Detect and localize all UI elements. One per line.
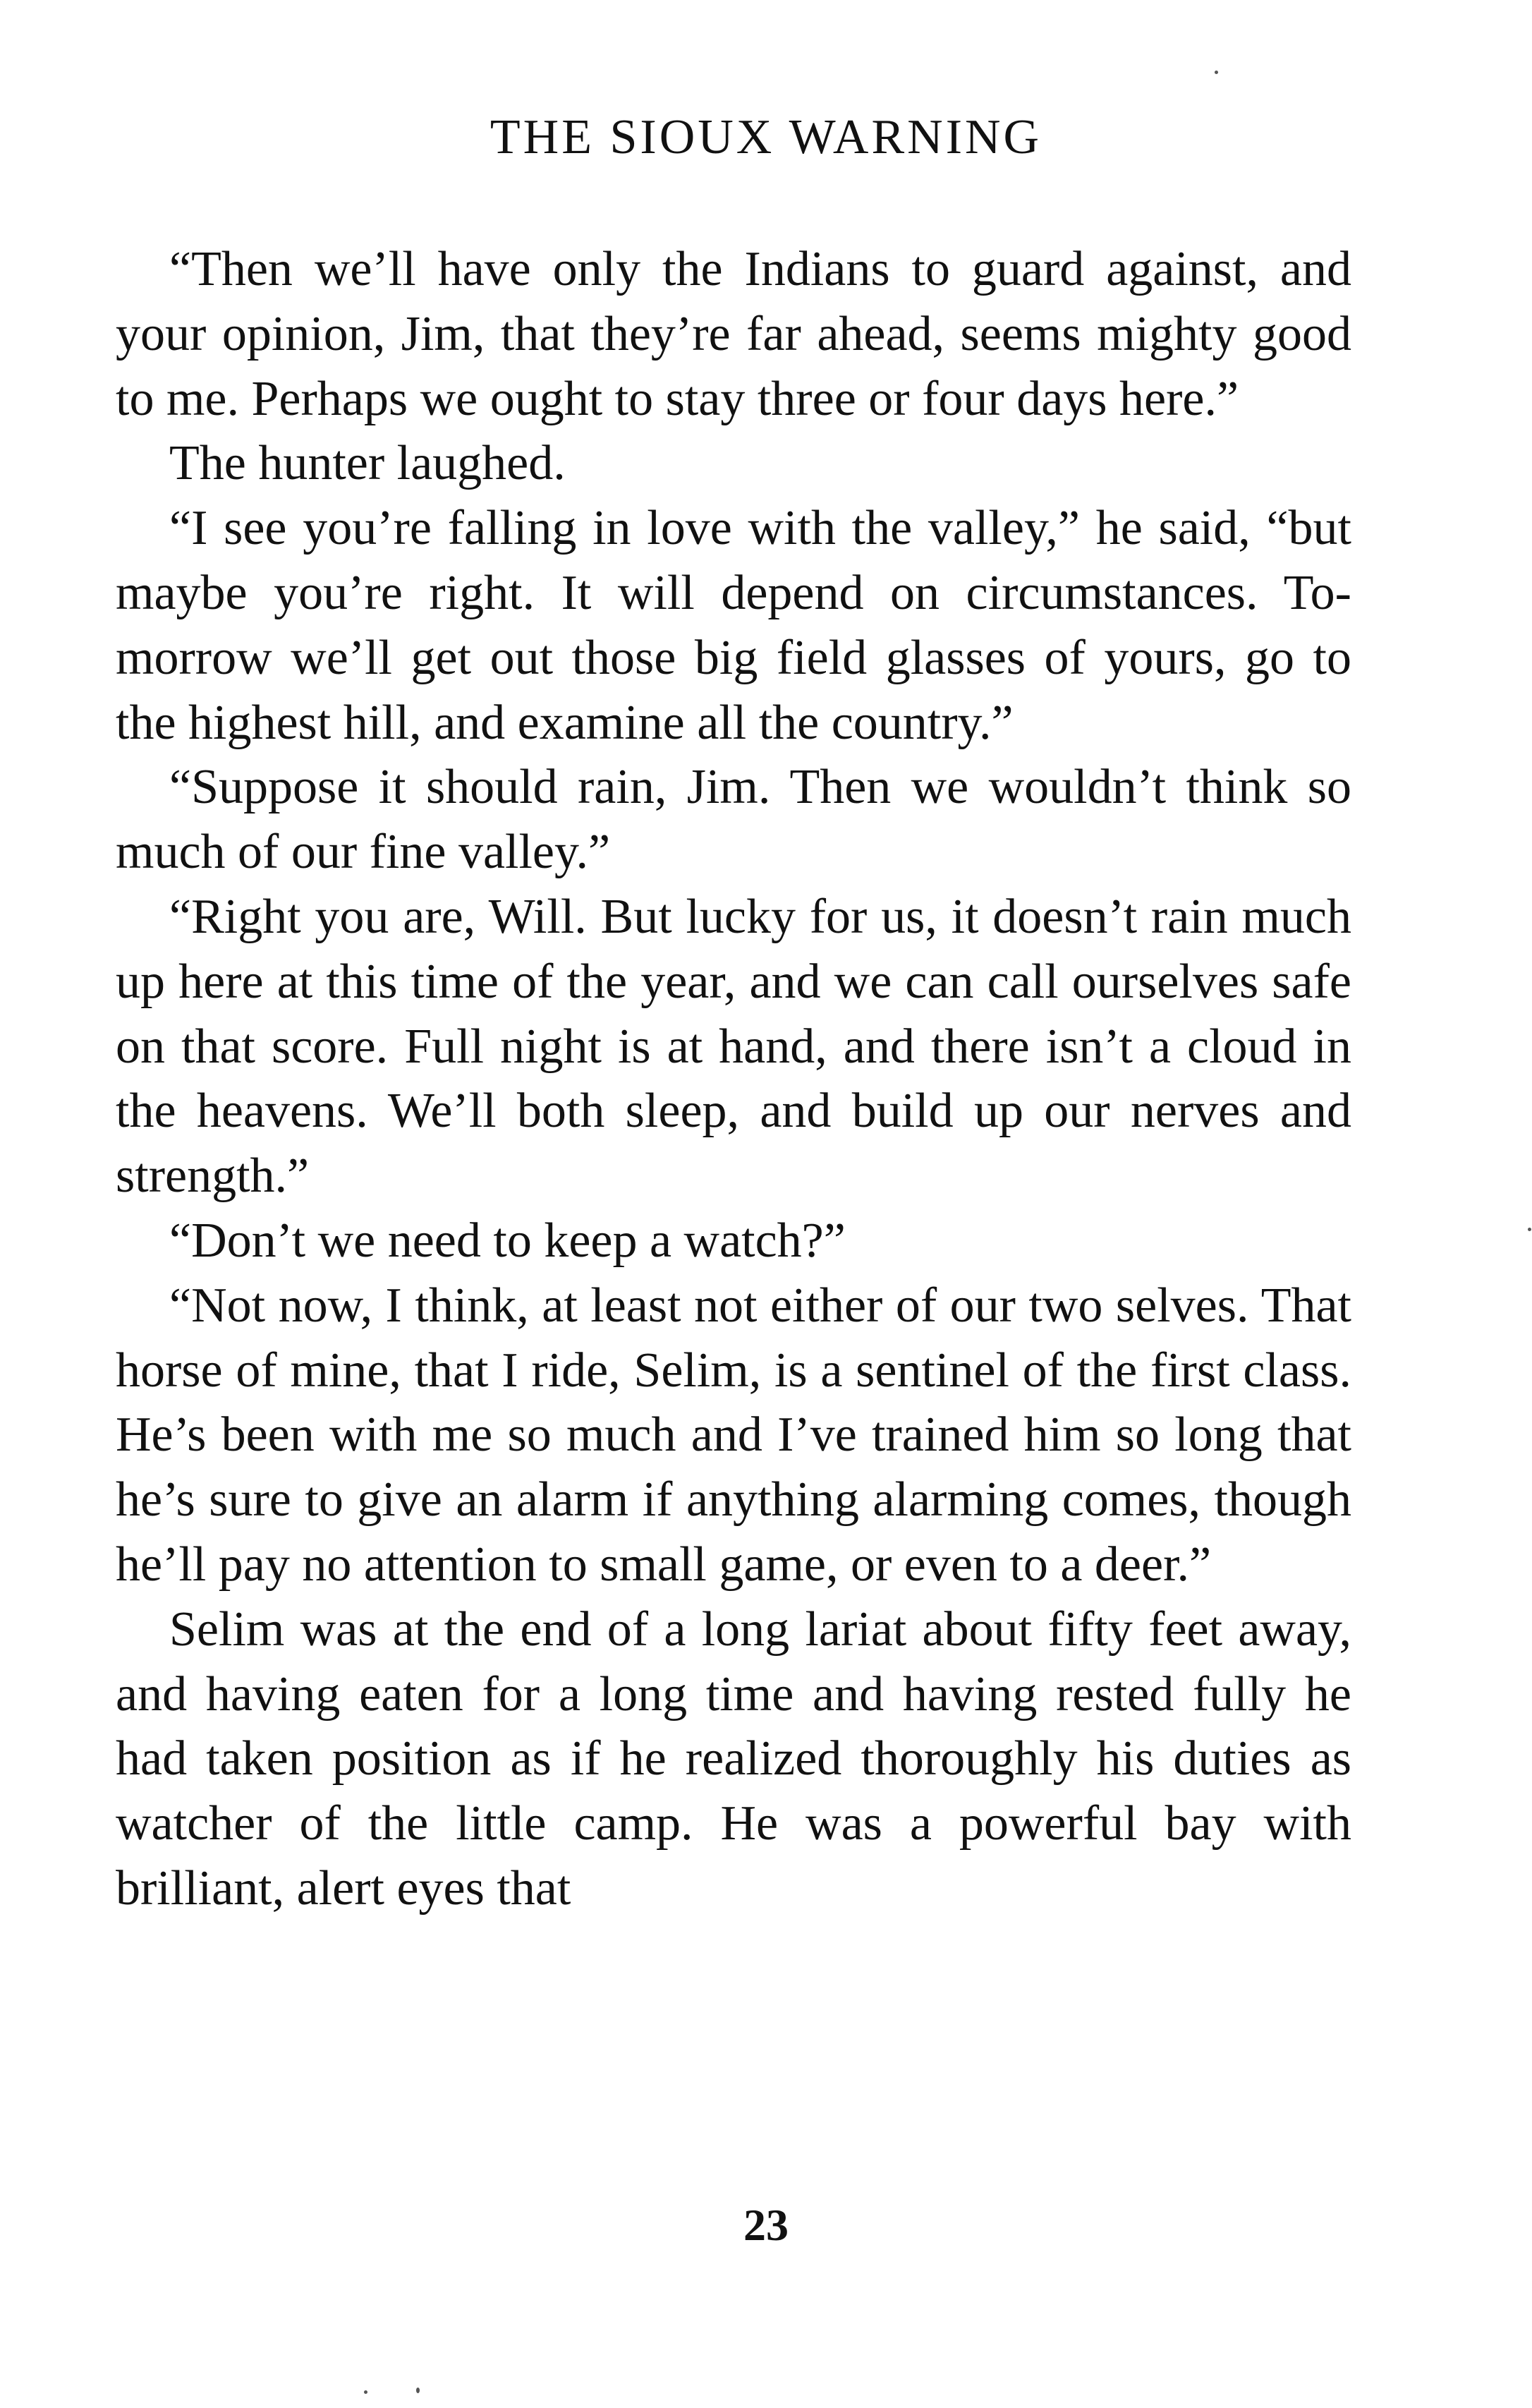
paragraph: “I see you’re falling in love with the valley,” he said, “but maybe you’re right. It will depend on circumstances. To-morrow we’ll get out those big field glasses of yours, go to the highest hill, and examine all the country.” xyxy=(116,501,1351,750)
paragraph: “Right you are, Will. But lucky for us, it doesn’t rain much up here at this time of the year, and we can call ourselves safe on that score. Full night is at hand, and there isn’t a cloud in the heavens. We’ll both sleep, and build up our nerves and strength.” xyxy=(116,889,1351,1204)
print-speck xyxy=(364,2390,367,2394)
paragraph: Selim was at the end of a long lariat about fifty feet away, and having eaten for a long time and having rested fully he had taken position as if he realized thoroughly his duties as watcher of the little camp. He was a powerful bay with brilliant, alert eyes that xyxy=(116,1602,1351,1916)
paragraph: “Don’t we need to keep a watch?” xyxy=(169,1213,846,1268)
paragraph: “Then we’ll have only the Indians to guard against, and your opinion, Jim, that they’re far ahead, seems mighty good to me. Perhaps we ought to stay three or four days here.” xyxy=(116,242,1351,426)
print-speck xyxy=(416,2388,420,2393)
running-head: THE SIOUX WARNING xyxy=(490,110,1042,164)
paragraph: “Suppose it should rain, Jim. Then we wouldn’t think so much of our fine valley.” xyxy=(116,760,1351,880)
paragraph: The hunter laughed. xyxy=(169,436,566,491)
page-number: 23 xyxy=(743,2200,789,2250)
paragraph: “Not now, I think, at least not either of our two selves. That horse of mine, that I ride, Selim, is a sentinel of the first class. He’s been with me so much and I’ve trained him so long that he’s sure to give an alarm if anything alarming comes, though he’ll pay no attention to small game, or even to a deer.” xyxy=(116,1278,1351,1592)
print-speck xyxy=(1215,71,1218,74)
body-text xyxy=(116,237,1351,1921)
print-speck xyxy=(1528,1228,1531,1231)
